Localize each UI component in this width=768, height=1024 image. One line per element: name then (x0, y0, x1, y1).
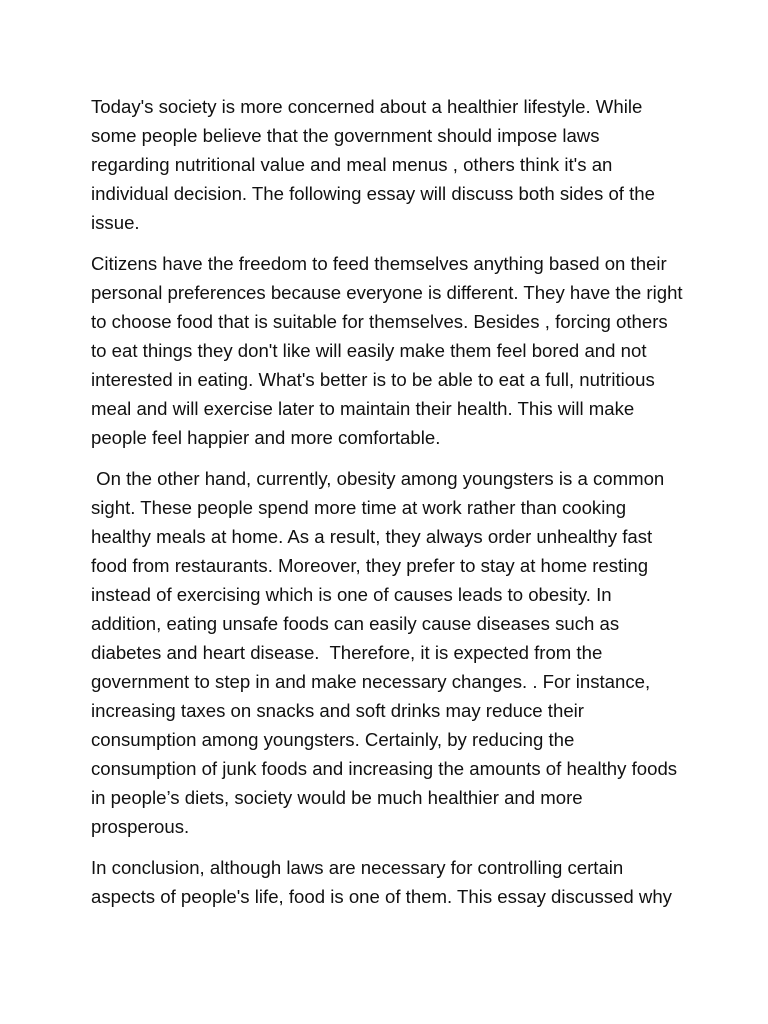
text-line: consumption among youngsters. Certainly, by reducing the (91, 729, 575, 750)
text-line: to choose food that is suitable for themselves. Besides , forcing others (91, 311, 668, 332)
text-line: individual decision. The following essay will discuss both sides of the (91, 183, 655, 204)
text-line: diabetes and heart disease. Therefore, it is expected from the (91, 642, 603, 663)
text-line: instead of exercising which is one of causes leads to obesity. In (91, 584, 612, 605)
text-line: healthy meals at home. As a result, they always order unhealthy fast (91, 526, 653, 547)
text-line: addition, eating unsafe foods can easily cause diseases such as (91, 613, 620, 634)
paragraph-introduction (91, 92, 683, 237)
text-line: interested in eating. What's better is to be able to eat a full, nutritious (91, 369, 655, 390)
text-line: aspects of people's life, food is one of them. This essay discussed why (91, 886, 672, 907)
text-line: personal preferences because everyone is different. They have the right (91, 282, 683, 303)
text-line: in people’s diets, society would be much healthier and more (91, 787, 583, 808)
essay-body (91, 92, 683, 923)
text-line: regarding nutritional value and meal menus , others think it's an (91, 154, 613, 175)
text-line: to eat things they don't like will easily make them feel bored and not (91, 340, 647, 361)
text-line: In conclusion, although laws are necessary for controlling certain (91, 857, 624, 878)
paragraph-conclusion (91, 853, 683, 911)
text-line: consumption of junk foods and increasing the amounts of healthy foods (91, 758, 678, 779)
text-line: On the other hand, currently, obesity among youngsters is a common (91, 468, 665, 489)
text-line: issue. (91, 212, 140, 233)
text-line: some people believe that the government should impose laws (91, 125, 600, 146)
text-line: sight. These people spend more time at work rather than cooking (91, 497, 627, 518)
text-line: Citizens have the freedom to feed themselves anything based on their (91, 253, 667, 274)
text-line: prosperous. (91, 816, 190, 837)
paragraph-obesity (91, 464, 683, 841)
paragraph-freedom (91, 249, 683, 452)
text-line: meal and will exercise later to maintain their health. This will make (91, 398, 635, 419)
text-line: government to step in and make necessary changes. . For instance, (91, 671, 651, 692)
text-line: Today's society is more concerned about a healthier lifestyle. While (91, 96, 643, 117)
text-line: people feel happier and more comfortable. (91, 427, 441, 448)
text-line: increasing taxes on snacks and soft drinks may reduce their (91, 700, 584, 721)
text-line: food from restaurants. Moreover, they prefer to stay at home resting (91, 555, 649, 576)
